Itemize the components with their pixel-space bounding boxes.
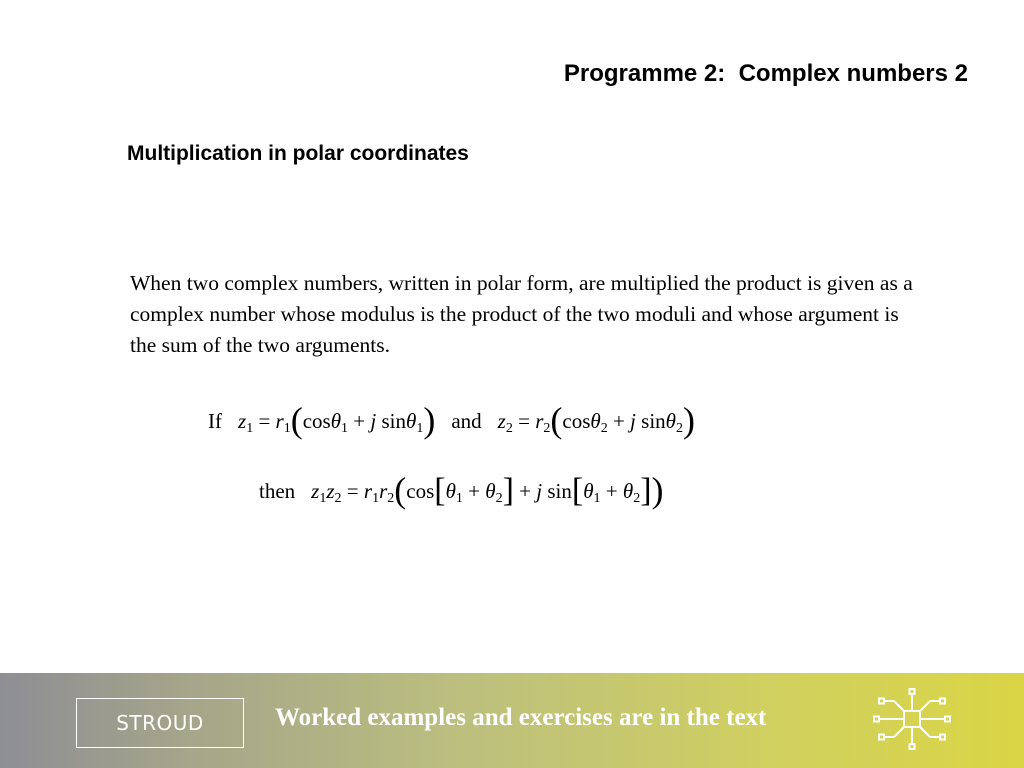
programme-title: Programme 2: Complex numbers 2 — [563, 60, 968, 87]
brand-label: STROUD — [116, 711, 204, 735]
then-word: then — [259, 479, 296, 503]
if-word: If — [208, 409, 222, 433]
equation-z1: $z_1 = r_1(\cos\theta_1 + j$ sinθ$_1$) — [238, 400, 436, 440]
footer-bar — [0, 673, 1024, 768]
equation-product: $z_1z_2 = r_1r_2(\cos[\theta_1 + \theta_2] + j$ $\sin[\theta_1 + \theta_2]$) — [311, 470, 664, 510]
stroud-brand-box — [76, 698, 244, 748]
equation-z2: $z_2 = r_2(\cos\theta_2 + j$ sinθ$_2$) — [497, 400, 695, 440]
footer-tagline: Worked examples and exercises are in the text — [275, 704, 767, 731]
section-title: Multiplication in polar coordinates — [127, 142, 469, 165]
circuit-logo-icon — [872, 687, 952, 751]
equation-then-line — [259, 468, 664, 510]
body-paragraph: When two complex numbers, written in polar form, are multiplied the product is given as a complex number whose modulus is the product of the two moduli and whose argument is the sum of the two arguments. — [130, 271, 913, 357]
equation-if-line — [208, 398, 695, 440]
and-word: and — [451, 409, 482, 433]
